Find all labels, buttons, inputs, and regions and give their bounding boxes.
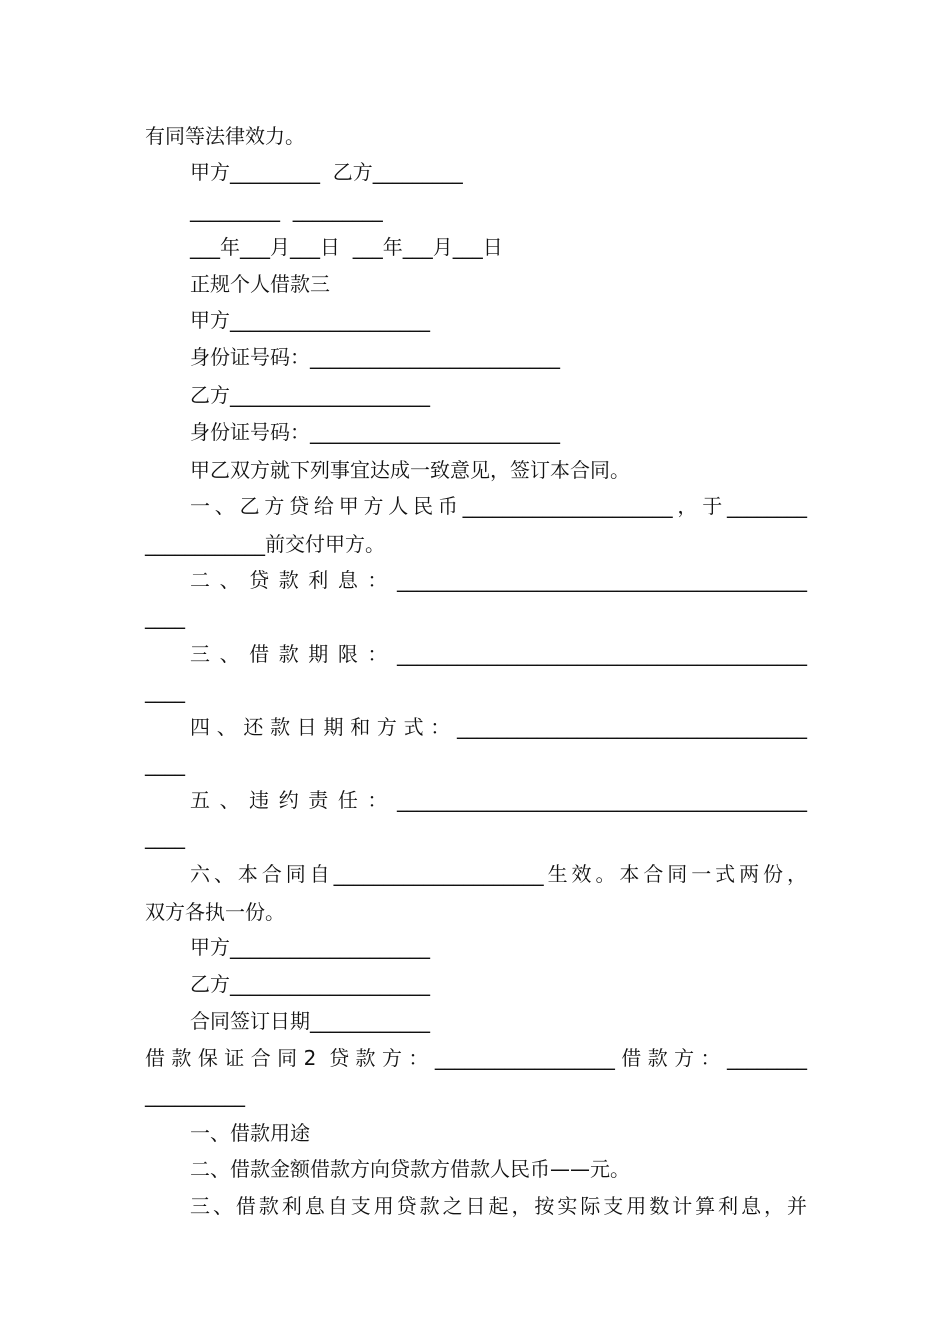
clause-continuation: 双方各执一份。 — [145, 900, 285, 924]
clause-continuation: ____ — [145, 752, 185, 776]
clause-continuation: ____________前交付甲方。 — [145, 532, 385, 556]
id-number-line: 身份证号码：_________________________ — [190, 420, 560, 444]
clause-line: 一、乙方贷给甲方人民币_____________________，于________ — [190, 494, 807, 518]
contract-header-line: 借款保证合同2 贷款方：__________________借款方：________ — [145, 1046, 807, 1070]
party-b-line: 乙方____________________ — [190, 383, 430, 407]
clause-line: 三、借款利息自支用贷款之日起，按实际支用数计算利息，并 — [190, 1194, 807, 1218]
clause-line: 四、还款日期和方式：___________________________________ — [190, 715, 807, 739]
blank-line: _________ _________ — [190, 198, 383, 222]
clause-line: 六、本合同自_____________________生效。本合同一式两份， — [190, 862, 807, 886]
signature-line: 甲方_________ 乙方_________ — [190, 160, 463, 184]
clause-continuation: ____ — [145, 605, 185, 629]
party-b-line: 乙方____________________ — [190, 972, 430, 996]
party-a-line: 甲方____________________ — [190, 308, 430, 332]
date-line: ___年___月___日 ___年___月___日 — [190, 235, 503, 259]
clause-line: 二、贷款利息：_________________________________________ — [190, 568, 807, 592]
text-line: 有同等法律效力。 — [145, 124, 305, 148]
clause-line: 五、违约责任：_________________________________________ — [190, 788, 807, 812]
clause-line: 一、借款用途 — [190, 1121, 310, 1145]
clause-line: 三、借款期限：_________________________________________ — [190, 642, 807, 666]
signing-date-line: 合同签订日期____________ — [190, 1009, 430, 1033]
text-line: 甲乙双方就下列事宜达成一致意见，签订本合同。 — [190, 458, 630, 482]
section-heading: 正规个人借款三 — [190, 272, 330, 296]
id-number-line: 身份证号码：_________________________ — [190, 345, 560, 369]
party-a-line: 甲方____________________ — [190, 935, 430, 959]
clause-continuation: __________ — [145, 1083, 245, 1107]
clause-continuation: ____ — [145, 679, 185, 703]
clause-continuation: ____ — [145, 825, 185, 849]
clause-line: 二、借款金额借款方向贷款方借款人民币——元。 — [190, 1157, 630, 1181]
